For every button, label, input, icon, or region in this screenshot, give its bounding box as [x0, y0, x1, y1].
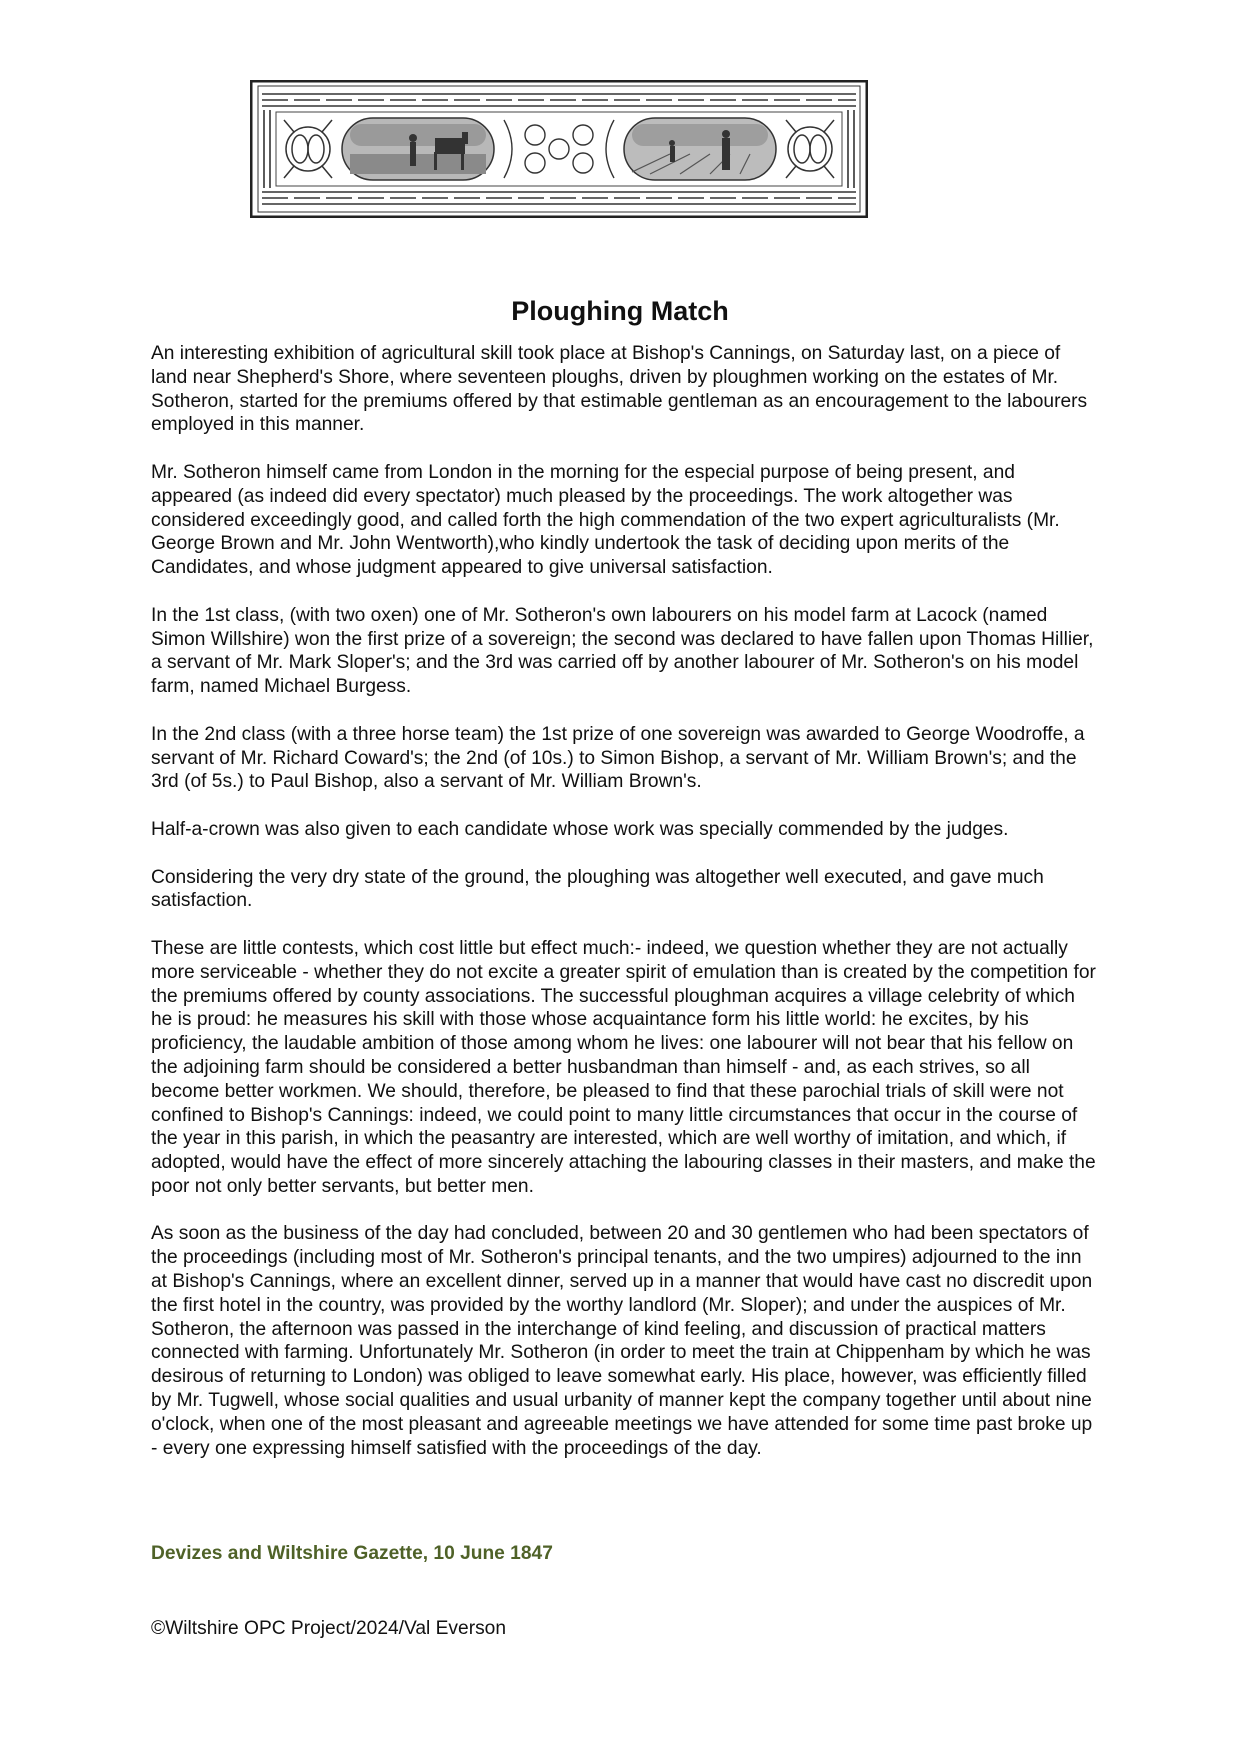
source-citation: Devizes and Wiltshire Gazette, 10 June 1847	[151, 1543, 553, 1564]
ornamental-banner-image	[250, 80, 868, 218]
ornamental-ploughing-banner-icon	[250, 80, 868, 218]
copyright-notice: ©Wiltshire OPC Project/2024/Val Everson	[151, 1618, 507, 1639]
paragraph: Mr. Sotheron himself came from London in the morning for the especial purpose of being present, and appeared (as indeed did every spectator) much pleased by the proceedings. The work altogether was considered exceedingly good, and called forth the high commendation of the two expert agriculturalists (Mr. George Brown and Mr. John Wentworth),who kindly undertook the task of deciding upon merits of the Candidates, and whose judgment appeared to give universal satisfaction.	[151, 461, 1060, 579]
article-body	[151, 342, 1101, 1484]
paragraph: An interesting exhibition of agricultural skill took place at Bishop's Cannings, on Saturday last, on a piece of land near Shepherd's Shore, where seventeen ploughs, driven by ploughmen working on the estates of Mr. Sotheron, started for the premiums offered by that estimable gentleman as an encouragement to the labourers employed in this manner.	[151, 343, 1088, 436]
paragraph: Considering the very dry state of the ground, the ploughing was altogether well executed, and gave much satisfaction.	[151, 866, 1044, 912]
page-title: Ploughing Match	[511, 296, 729, 327]
paragraph: In the 1st class, (with two oxen) one of Mr. Sotheron's own labourers on his model farm at Lacock (named Simon Willshire) won the first prize of a sovereign; the second was declared to have fallen upon Thomas Hillier, a servant of Mr. Mark Sloper's; and the 3rd was carried off by another labourer of Mr. Sotheron's on his model farm, named Michael Burgess.	[151, 604, 1094, 698]
paragraph: Half-a-crown was also given to each candidate whose work was specially commended by the judges.	[151, 818, 1009, 840]
paragraph: These are little contests, which cost little but effect much:- indeed, we question whether they are not actually more serviceable - whether they do not excite a greater spirit of emulation than is created by the competition for the premiums offered by county associations. The successful ploughman acquires a village celebrity of which he is proud: he measures his skill with those whose acquaintance form his little world: he excites, by his proficiency, the laudable ambition of those among whom he lives: one labourer will not bear that his fellow on the adjoining farm should be considered a better husbandman than himself - and, as each strives, so all become better workmen. We should, therefore, be pleased to find that these parochial trials of skill were not confined to Bishop's Cannings: indeed, we could point to many little circumstances that occur in the course of the year in this parish, in which the peasantry are interested, which are well worthy of imitation, and which, if adopted, would have the effect of more sincerely attaching the labouring classes in their masters, and make the poor not only better servants, but better men.	[151, 937, 1096, 1197]
paragraph: As soon as the business of the day had concluded, between 20 and 30 gentlemen who had been spectators of the proceedings (including most of Mr. Sotheron's principal tenants, and the two umpires) adjourned to the inn at Bishop's Cannings, where an excellent dinner, served up in a manner that would have cast no discredit upon the first hotel in the country, was provided by the worthy landlord (Mr. Sloper); and under the auspices of Mr. Sotheron, the afternoon was passed in the interchange of kind feeling, and discussion of practical matters connected with farming. Unfortunately Mr. Sotheron (in order to meet the train at Chippenham by which he was desirous of returning to London) was obliged to leave somewhat early. His place, however, was efficiently filled by Mr. Tugwell, whose social qualities and usual urbanity of manner kept the company together until about nine o'clock, when one of the most pleasant and agreeable meetings we have attended for some time past broke up - every one expressing himself satisfied with the proceedings of the day.	[151, 1223, 1093, 1459]
paragraph: In the 2nd class (with a three horse team) the 1st prize of one sovereign was awarded to George Woodroffe, a servant of Mr. Richard Coward's; the 2nd (of 10s.) to Simon Bishop, a servant of Mr. William Brown's; and the 3rd (of 5s.) to Paul Bishop, also a servant of Mr. William Brown's.	[151, 723, 1085, 793]
